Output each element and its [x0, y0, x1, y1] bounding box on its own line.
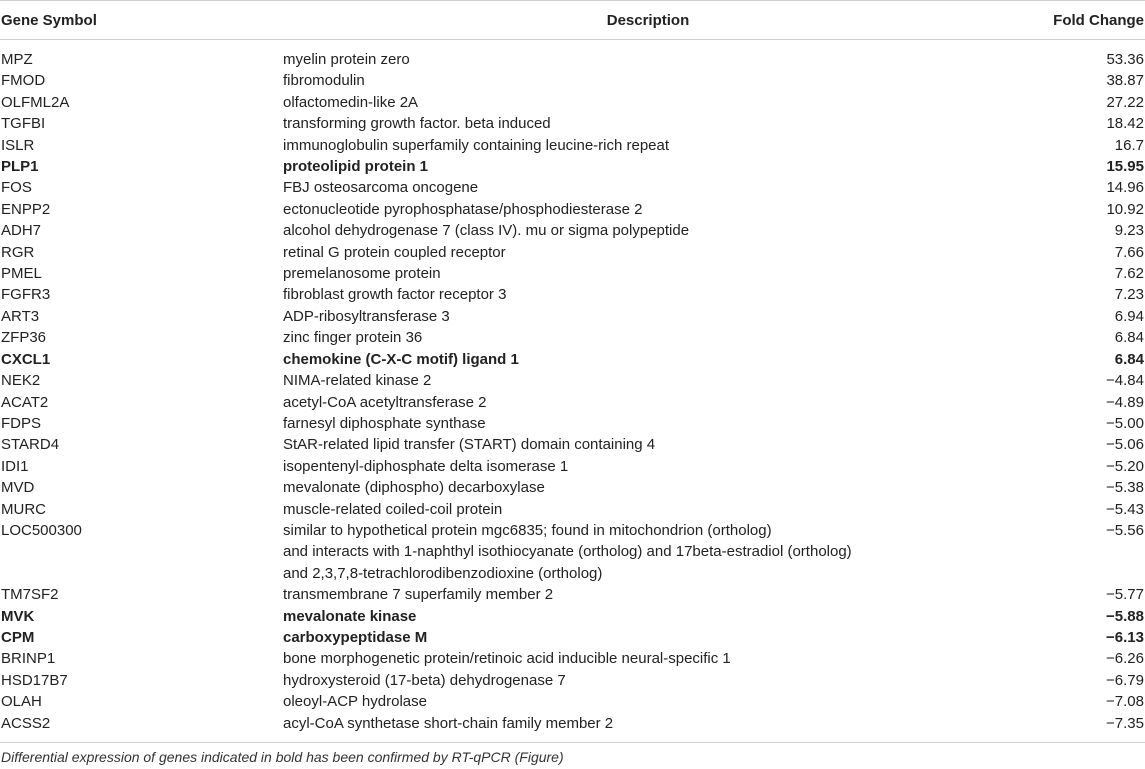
description-cell	[283, 156, 1013, 177]
fold-change-cell: 27.22	[1013, 92, 1145, 113]
description-line: retinal G protein coupled receptor	[283, 242, 1013, 263]
footnote-row	[0, 743, 1145, 769]
fold-change-cell: −6.79	[1013, 670, 1145, 691]
description-line: similar to hypothetical protein mgc6835; found in mitochondrion (ortholog)	[283, 520, 1013, 541]
fold-change-cell: 15.95	[1013, 156, 1145, 177]
gene-symbol-cell: LOC500300	[0, 520, 283, 584]
gene-symbol-cell: MVK	[0, 606, 283, 627]
description-cell	[283, 392, 1013, 413]
table-row	[0, 40, 1145, 71]
gene-symbol-cell: FOS	[0, 177, 283, 198]
description-line: acetyl-CoA acetyltransferase 2	[283, 392, 1013, 413]
description-cell	[283, 242, 1013, 263]
description-cell	[283, 627, 1013, 648]
gene-symbol-cell: NEK2	[0, 370, 283, 391]
fold-change-cell: 7.62	[1013, 263, 1145, 284]
header-row	[0, 1, 1145, 40]
table-row	[0, 670, 1145, 691]
table-row	[0, 584, 1145, 605]
description-line: chemokine (C-X-C motif) ligand 1	[283, 349, 1013, 370]
description-line: and interacts with 1-naphthyl isothiocyanate (ortholog) and 17beta-estradiol (ortholog)	[283, 541, 1013, 562]
table-header	[0, 1, 1145, 40]
gene-symbol-cell: PLP1	[0, 156, 283, 177]
fold-change-cell: −5.77	[1013, 584, 1145, 605]
fold-change-cell: 7.66	[1013, 242, 1145, 263]
table-row	[0, 499, 1145, 520]
description-cell	[283, 327, 1013, 348]
gene-symbol-cell: PMEL	[0, 263, 283, 284]
fold-change-cell: 6.94	[1013, 306, 1145, 327]
description-cell	[283, 456, 1013, 477]
description-line: myelin protein zero	[283, 49, 1013, 70]
description-cell	[283, 648, 1013, 669]
table-row	[0, 392, 1145, 413]
table-row	[0, 113, 1145, 134]
gene-symbol-cell: STARD4	[0, 434, 283, 455]
table-row	[0, 413, 1145, 434]
gene-symbol-cell: CPM	[0, 627, 283, 648]
fold-change-cell: −5.06	[1013, 434, 1145, 455]
fold-change-cell: 6.84	[1013, 349, 1145, 370]
description-cell	[283, 670, 1013, 691]
gene-symbol-cell: ART3	[0, 306, 283, 327]
table-row	[0, 327, 1145, 348]
description-line: farnesyl diphosphate synthase	[283, 413, 1013, 434]
description-cell	[283, 584, 1013, 605]
table-row	[0, 456, 1145, 477]
description-line: transmembrane 7 superfamily member 2	[283, 584, 1013, 605]
gene-symbol-cell: BRINP1	[0, 648, 283, 669]
description-cell	[283, 113, 1013, 134]
description-line: bone morphogenetic protein/retinoic acid inducible neural-specific 1	[283, 648, 1013, 669]
description-line: muscle-related coiled-coil protein	[283, 499, 1013, 520]
header-fold-change: Fold Change	[1013, 1, 1145, 40]
table-footer	[0, 743, 1145, 769]
description-cell	[283, 220, 1013, 241]
fold-change-cell: −7.08	[1013, 691, 1145, 712]
gene-symbol-cell: ACAT2	[0, 392, 283, 413]
description-cell	[283, 606, 1013, 627]
fold-change-cell: −5.00	[1013, 413, 1145, 434]
header-gene-symbol: Gene Symbol	[0, 1, 283, 40]
table-row	[0, 70, 1145, 91]
description-line: StAR-related lipid transfer (START) domain containing 4	[283, 434, 1013, 455]
description-line: carboxypeptidase M	[283, 627, 1013, 648]
table-row	[0, 520, 1145, 584]
fold-change-cell: −5.56	[1013, 520, 1145, 584]
description-line: immunoglobulin superfamily containing leucine-rich repeat	[283, 135, 1013, 156]
description-cell	[283, 520, 1013, 584]
description-line: olfactomedin-like 2A	[283, 92, 1013, 113]
table-row	[0, 199, 1145, 220]
header-description: Description	[283, 1, 1013, 40]
fold-change-cell: −5.20	[1013, 456, 1145, 477]
table-row	[0, 92, 1145, 113]
table-row	[0, 284, 1145, 305]
table-row	[0, 306, 1145, 327]
fold-change-cell: −7.35	[1013, 713, 1145, 743]
description-line: acyl-CoA synthetase short-chain family member 2	[283, 713, 1013, 734]
description-cell	[283, 499, 1013, 520]
description-cell	[283, 199, 1013, 220]
gene-symbol-cell: MVD	[0, 477, 283, 498]
gene-symbol-cell: ENPP2	[0, 199, 283, 220]
fold-change-cell: −5.43	[1013, 499, 1145, 520]
table-row	[0, 477, 1145, 498]
description-cell	[283, 177, 1013, 198]
fold-change-cell: 53.36	[1013, 40, 1145, 71]
description-line: zinc finger protein 36	[283, 327, 1013, 348]
description-cell	[283, 713, 1013, 743]
table-row	[0, 263, 1145, 284]
description-cell	[283, 92, 1013, 113]
fold-change-cell: −5.38	[1013, 477, 1145, 498]
gene-symbol-cell: TM7SF2	[0, 584, 283, 605]
gene-symbol-cell: TGFBI	[0, 113, 283, 134]
gene-symbol-cell: HSD17B7	[0, 670, 283, 691]
table-row	[0, 349, 1145, 370]
description-cell	[283, 413, 1013, 434]
fold-change-cell: 14.96	[1013, 177, 1145, 198]
gene-symbol-cell: FDPS	[0, 413, 283, 434]
fold-change-cell: −4.84	[1013, 370, 1145, 391]
description-line: ectonucleotide pyrophosphatase/phosphodiesterase 2	[283, 199, 1013, 220]
description-cell	[283, 284, 1013, 305]
table-row	[0, 177, 1145, 198]
table-row	[0, 713, 1145, 743]
description-line: FBJ osteosarcoma oncogene	[283, 177, 1013, 198]
description-line: fibroblast growth factor receptor 3	[283, 284, 1013, 305]
gene-symbol-cell: OLAH	[0, 691, 283, 712]
table-row	[0, 648, 1145, 669]
description-line: transforming growth factor. beta induced	[283, 113, 1013, 134]
gene-symbol-cell: CXCL1	[0, 349, 283, 370]
fold-change-cell: −6.13	[1013, 627, 1145, 648]
table-row	[0, 156, 1145, 177]
table-body	[0, 40, 1145, 743]
table-row	[0, 691, 1145, 712]
description-line: isopentenyl-diphosphate delta isomerase 1	[283, 456, 1013, 477]
footnote: Differential expression of genes indicated in bold has been confirmed by RT-qPCR (Figure)	[0, 743, 1145, 769]
gene-symbol-cell: ADH7	[0, 220, 283, 241]
gene-symbol-cell: OLFML2A	[0, 92, 283, 113]
fold-change-cell: 10.92	[1013, 199, 1145, 220]
description-line: hydroxysteroid (17-beta) dehydrogenase 7	[283, 670, 1013, 691]
description-cell	[283, 135, 1013, 156]
description-cell	[283, 477, 1013, 498]
description-line: fibromodulin	[283, 70, 1013, 91]
description-line: mevalonate (diphospho) decarboxylase	[283, 477, 1013, 498]
table-row	[0, 220, 1145, 241]
fold-change-cell: 38.87	[1013, 70, 1145, 91]
gene-symbol-cell: FMOD	[0, 70, 283, 91]
gene-symbol-cell: IDI1	[0, 456, 283, 477]
gene-symbol-cell: ISLR	[0, 135, 283, 156]
fold-change-cell: 7.23	[1013, 284, 1145, 305]
description-cell	[283, 306, 1013, 327]
gene-symbol-cell: MURC	[0, 499, 283, 520]
description-line: proteolipid protein 1	[283, 156, 1013, 177]
table-row	[0, 370, 1145, 391]
table-row	[0, 135, 1145, 156]
gene-symbol-cell: MPZ	[0, 40, 283, 71]
description-line: ADP-ribosyltransferase 3	[283, 306, 1013, 327]
table-row	[0, 627, 1145, 648]
fold-change-cell: 16.7	[1013, 135, 1145, 156]
fold-change-cell: −5.88	[1013, 606, 1145, 627]
description-line: oleoyl-ACP hydrolase	[283, 691, 1013, 712]
description-line: premelanosome protein	[283, 263, 1013, 284]
description-cell	[283, 70, 1013, 91]
table-row	[0, 242, 1145, 263]
description-cell	[283, 40, 1013, 71]
fold-change-cell: 9.23	[1013, 220, 1145, 241]
description-cell	[283, 263, 1013, 284]
description-line: and 2,3,7,8-tetrachlorodibenzodioxine (ortholog)	[283, 563, 1013, 584]
fold-change-cell: −4.89	[1013, 392, 1145, 413]
description-line: alcohol dehydrogenase 7 (class IV). mu or sigma polypeptide	[283, 220, 1013, 241]
description-cell	[283, 370, 1013, 391]
fold-change-cell: −6.26	[1013, 648, 1145, 669]
gene-symbol-cell: ZFP36	[0, 327, 283, 348]
description-cell	[283, 434, 1013, 455]
fold-change-cell: 6.84	[1013, 327, 1145, 348]
description-line: NIMA-related kinase 2	[283, 370, 1013, 391]
table-row	[0, 434, 1145, 455]
fold-change-cell: 18.42	[1013, 113, 1145, 134]
description-line: mevalonate kinase	[283, 606, 1013, 627]
description-cell	[283, 349, 1013, 370]
gene-symbol-cell: ACSS2	[0, 713, 283, 743]
description-cell	[283, 691, 1013, 712]
table-row	[0, 606, 1145, 627]
gene-symbol-cell: RGR	[0, 242, 283, 263]
gene-symbol-cell: FGFR3	[0, 284, 283, 305]
